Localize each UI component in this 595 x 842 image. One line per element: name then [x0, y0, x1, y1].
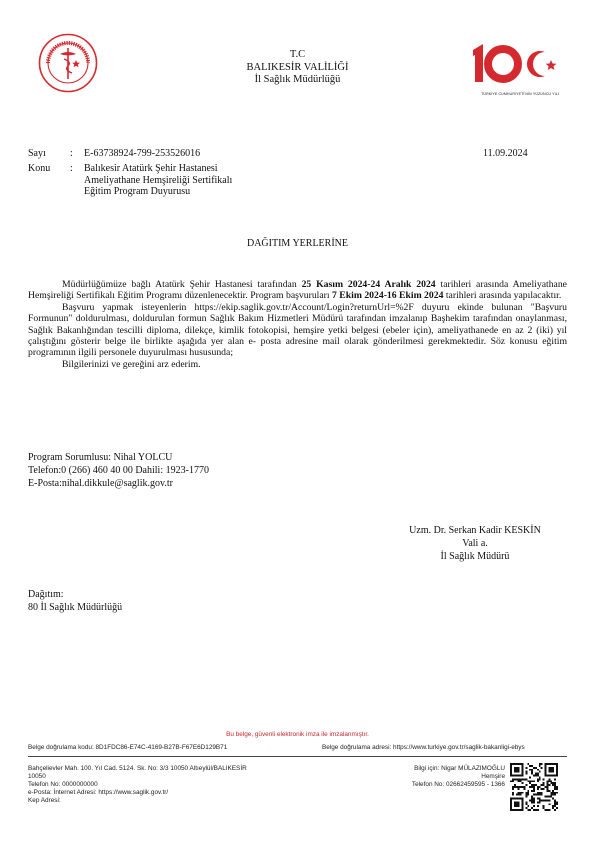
contact-person: Program Sorumlusu: Nihal YOLCU: [28, 452, 173, 463]
info-contact-block: [350, 765, 505, 789]
signatory-name: Uzm. Dr. Serkan Kadir KESKİN: [409, 525, 541, 536]
footer-divider: [28, 756, 567, 757]
footer-phone: Telefon No: 0000000000: [28, 781, 98, 788]
konu-line: Eğitim Program Duyurusu: [84, 186, 191, 197]
signatory-title: Vali a.: [462, 538, 488, 549]
info-contact-person: Bilgi için: Nigar MÜLAZIMOĞLU: [414, 765, 505, 772]
centennial-logo: [470, 40, 570, 96]
sayi-label: Sayı: [28, 148, 46, 159]
centennial-caption: TÜRKİYE CUMHURİYETİ'NİN YÜZÜNCÜ YILI: [481, 92, 559, 96]
recipient-heading: DAĞITIM YERLERİNE: [246, 238, 348, 249]
letter-body: [28, 279, 567, 370]
distribution-label: Dağıtım:: [28, 589, 64, 600]
info-contact-role: Hemşire: [481, 773, 505, 780]
body-paragraph-2: Başvuru yapmak isteyenlerin https://ekip.saglik.gov.tr/Account/Login?returnUrl=%2F duyuru ekinde bulunan "Başvuru Formunun" doldurulması, doldurulan formun Sağlık Bakım Hizmetleri Müdürü tarafından imzalanıp Başhekim tarafından onaylanması, Sağlık Bakanlığından tescilli diploma, dilekçe, kimlik fotokopisi, hemşire yetki belgesi (ebeler için), ameliyathanede en az 2 (iki) yıl çalıştığını gösterir belge ile birlikte aşağıda yer alan e- posta adresine mail olarak gönderilmesi gerekmektedir. Söz konusu eğitim programının ilgili personele duyurulması hususunda;: [28, 301, 567, 359]
sayi-value: E-63738924-799-253526016: [84, 148, 201, 159]
document-date: 11.09.2024: [483, 148, 528, 159]
program-contact: [28, 451, 209, 490]
signatory-office: İl Sağlık Müdürü: [440, 551, 510, 562]
distribution: [28, 588, 122, 614]
distribution-item: 80 İl Sağlık Müdürlüğü: [28, 602, 123, 613]
header-directorate: İl Sağlık Müdürlüğü: [254, 74, 341, 85]
address-line: Bahçelievler Mah. 100. Yıl Cad. 5124. Sk. No: 3/3 10050 Altıeylül/BALIKESİR: [28, 765, 247, 772]
konu-value: [84, 163, 232, 198]
konu-line: Balıkesir Atatürk Şehir Hastanesi: [84, 163, 218, 174]
konu-label: Konu: [28, 163, 51, 174]
verification-code: Belge doğrulama kodu: 8D1FDC86-E74C-4169-B27B-F67E6D129B71: [28, 744, 228, 751]
konu-colon: :: [70, 163, 73, 174]
footer-address: [28, 765, 247, 805]
course-dates: 25 Kasım 2024-24 Aralık 2024: [301, 279, 436, 290]
body-paragraph-1: Müdürlüğümüze bağlı Atatürk Şehir Hastanesi tarafından 25 Kasım 2024-24 Aralık 2024 tarihleri arasında Ameliyathane Hemşireliği Sertifikalı Eğitim Programı düzenlenecektir. Program başvuruları 7 Ekim 2024-16 Ekim 2024 tarihleri arasında yapılacaktır.: [28, 279, 567, 302]
konu-line: Ameliyathane Hemşireliği Sertifikalı: [84, 174, 233, 186]
application-dates: 7 Ekim 2024-16 Ekim 2024: [332, 290, 444, 302]
contact-email: E-Posta:nihal.dikkule@saglik.gov.tr: [28, 478, 173, 489]
body-paragraph-3: Bilgilerinizi ve gereğini arz ederim.: [62, 358, 201, 370]
signature-block: [370, 524, 580, 563]
sayi-colon: :: [70, 148, 73, 159]
header-tc: T.C: [289, 49, 306, 60]
footer-kep: Kep Adresi:: [28, 797, 61, 804]
qr-code: [510, 763, 558, 811]
esign-note: Bu belge, güvenli elektronik imza ile imzalanmıştır.: [226, 731, 369, 738]
contact-phone: Telefon:0 (266) 460 40 00 Dahili: 1923-1770: [28, 465, 209, 476]
info-contact-phone: Telefon No: 02662459595 - 1366: [411, 781, 505, 788]
postal-code: 10050: [28, 773, 46, 780]
verification-address: Belge doğrulama adresi: https://www.turkiye.gov.tr/saglik-bakanligi-ebys: [322, 744, 525, 751]
footer-email-web: e-Posta: İnternet Adresi: https://www.saglik.gov.tr/: [28, 789, 169, 796]
header-governorate: BALIKESİR VALİLİĞİ: [246, 61, 349, 73]
